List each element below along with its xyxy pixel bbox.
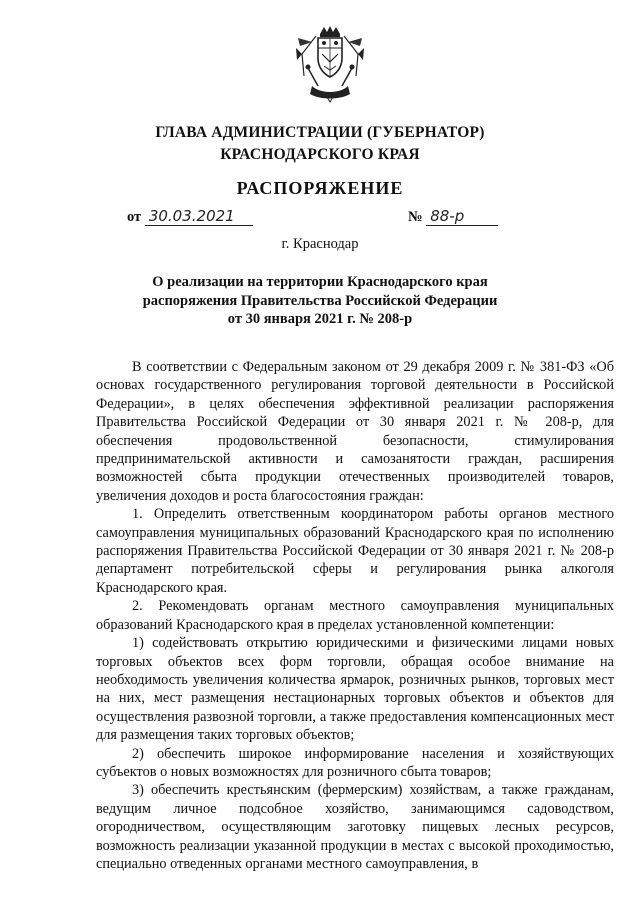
body-paragraph-preamble: В соответствии с Федеральным законом от 29 декабря 2009 г. № 381-ФЗ «Об основах государственного регулирования торговой деятельности в Российской Федерации», в целях обеспечения эффективной реализации распоряжения Правительства Российской Федерации от 30 января 2021 г. № 208-р, для обеспечения продовольственной безопасности, стимулирования предпринимательской активности и самозанятости граждан, расширения возможностей сбыта продукции отечественных производителей товаров, увеличения доходов и роста благосостояния граждан: <box>96 359 614 504</box>
coat-of-arms-emblem <box>294 24 366 104</box>
document-body <box>96 358 614 873</box>
subject-line-2: распоряжения Правительства Российской Федерации <box>142 292 498 309</box>
authority-title-line1: ГЛАВА АДМИНИСТРАЦИИ (ГУБЕРНАТОР) <box>155 124 485 141</box>
subject-line-3: от 30 января 2021 г. № 208-р <box>227 311 413 327</box>
document-subject <box>100 273 540 329</box>
subject-line-1: О реализации на территории Краснодарского края <box>152 274 488 290</box>
date-label: от <box>127 209 142 225</box>
authority-title-line2: КРАСНОДАРСКОГО КРАЯ <box>220 146 420 163</box>
number-label: № <box>408 209 423 225</box>
handwritten-number: 88-р <box>426 207 498 226</box>
number-field <box>408 207 498 226</box>
body-paragraph-item-2: 2. Рекомендовать органам местного самоуправления муниципальных образований Краснодарского края в пределах установленной компетенции: <box>96 598 614 633</box>
body-paragraph-subitem-3: 3) обеспечить крестьянским (фермерским) хозяйствам, а также гражданам, ведущим личное подсобное хозяйство, занимающимся садоводством, огородничеством, осуществляющим заготовку пищевых лесных ресурсов, возможность реализации указанной продукции в местах с высокой проходимостью, специально отведенных органами местного самоуправления, в <box>96 782 614 872</box>
body-paragraph-item-1: 1. Определить ответственным координатором работы органов местного самоуправления муниципальных образований Краснодарского края по исполнению распоряжения Правительства Российской Федерации от 30 января 2021 г. № 208-р департамент потребительской сферы и регулирования рынка алкоголя Краснодарского края. <box>96 506 614 596</box>
body-paragraph-subitem-2: 2) обеспечить широкое информирование населения и хозяйствующих субъектов о новых возможностях для розничного сбыта товаров; <box>96 745 614 780</box>
city-line: г. Краснодар <box>281 236 359 252</box>
body-paragraph-subitem-1: 1) содействовать открытию юридическими и физическими лицами новых торговых объектов всех форм торговли, обращая особое внимание на необходимость увеличения количества ярмарок, розничных рынков, торговых мест на них, мест размещения нестационарных торговых объектов и объектов для осуществления развозной торговли, а также предоставления компенсационных мест для размещения таких торговых объектов; <box>96 635 614 744</box>
date-field <box>127 207 253 226</box>
handwritten-date: 30.03.2021 <box>145 207 253 226</box>
document-type-heading: РАСПОРЯЖЕНИЕ <box>236 178 404 198</box>
